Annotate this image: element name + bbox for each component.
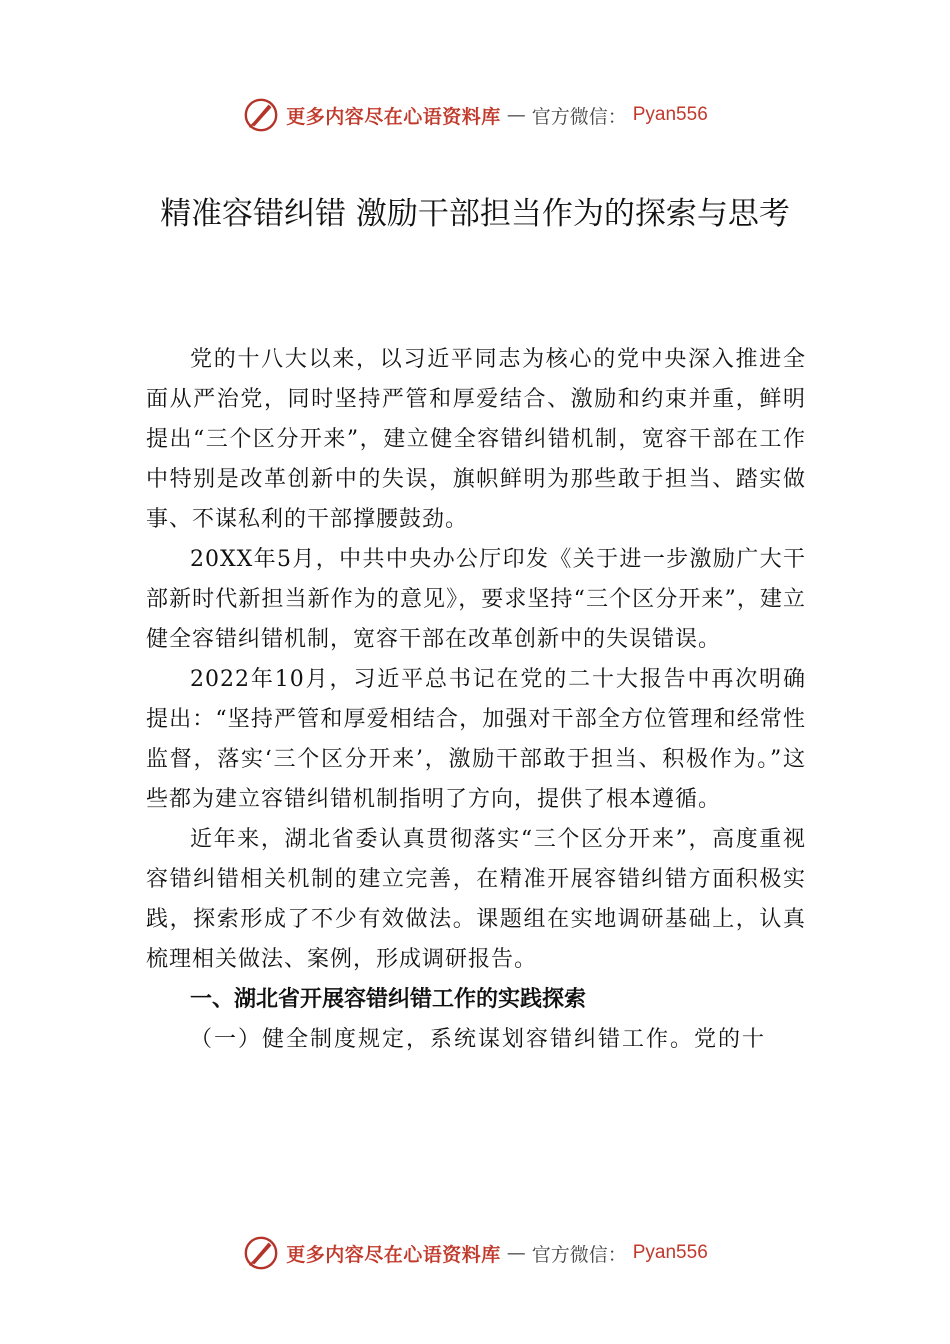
subsection-paragraph: （一）健全制度规定，系统谋划容错纠错工作。党的十 <box>190 1027 767 1052</box>
header-wechat-id: Pyan556 <box>632 104 708 125</box>
section-heading: 一、湖北省开展容错纠错工作的实践探索 <box>190 987 587 1012</box>
document-body <box>146 340 806 1060</box>
footer-brand-text: 更多内容尽在心语资料库 <box>286 1243 501 1266</box>
paragraph-2: 20XX年5月，中共中央办公厅印发《关于进一步激励广大干部新时代新担当新作为的意见》，要求坚持“三个区分开来”，建立健全容错纠错机制，宽容干部在改革创新中的失误错误。 <box>146 547 806 652</box>
header-banner <box>0 95 950 135</box>
paragraph-1: 党的十八大以来，以习近平同志为核心的党中央深入推进全面从严治党，同时坚持严管和厚爱结合、激励和约束并重，鲜明提出“三个区分开来”，建立健全容错纠错机制，宽容干部在工作中特别是改革创新中的失误，旗帜鲜明为那些敢于担当、踏实做事、不谋私利的干部撑腰鼓劲。 <box>146 347 806 532</box>
paragraph-4: 近年来，湖北省委认真贯彻落实“三个区分开来”，高度重视容错纠错相关机制的建立完善，在精准开展容错纠错方面积极实践，探索形成了不少有效做法。课题组在实地调研基础上，认真梳理相关做法、案例，形成调研报告。 <box>146 827 806 972</box>
header-brand-text: 更多内容尽在心语资料库 <box>286 105 501 128</box>
header-wechat-label: 官方微信： <box>531 105 627 128</box>
footer-wechat-id: Pyan556 <box>632 1242 708 1263</box>
paragraph-3: 2022年10月，习近平总书记在党的二十大报告中再次明确提出：“坚持严管和厚爱相结合，加强对干部全方位管理和经常性监督，落实‘三个区分开来’，激励干部敢于担当、积极作为。”这些都为建立容错纠错机制指明了方向，提供了根本遵循。 <box>146 667 806 812</box>
quill-logo-icon <box>242 1234 280 1272</box>
footer-banner <box>0 1233 950 1273</box>
quill-logo-icon <box>242 96 280 134</box>
footer-wechat-label: 官方微信： <box>531 1243 627 1266</box>
footer-dash: — <box>506 1242 526 1264</box>
header-dash: — <box>506 104 526 126</box>
document-title: 精准容错纠错 激励干部担当作为的探索与思考 <box>160 196 790 232</box>
